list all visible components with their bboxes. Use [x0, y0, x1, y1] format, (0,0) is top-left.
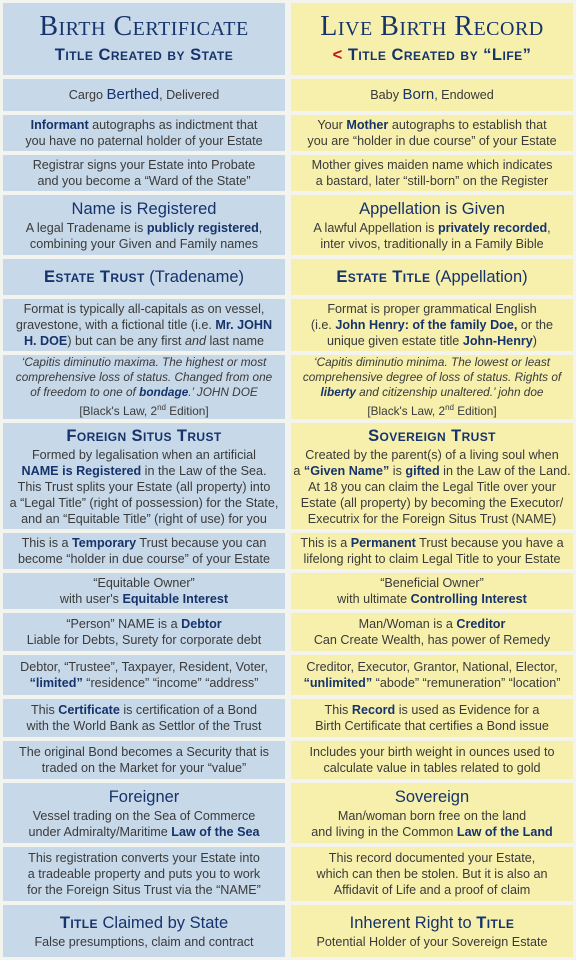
- right-title: Live Birth Record: [320, 11, 544, 42]
- row-1-left: Informant autographs as indictment that you have no paternal holder of your Estate: [3, 115, 285, 151]
- row-14-right: Sovereign Man/woman born free on the land and living in the Common Law of the Land: [291, 783, 573, 843]
- row-6-left: ‘Capitis diminutio maxima. The highest or most comprehensive loss of status. Changed from one of freedom to one of bondage.’ JOHN DOE [Black's Law, 2nd Edition]: [3, 355, 285, 419]
- row-16-left: Title Claimed by State False presumptions, claim and contract: [3, 905, 285, 957]
- row-12-left: This Certificate is certification of a Bond with the World Bank as Settlor of the Trust: [3, 699, 285, 737]
- row-7-left: Foreign Situs Trust Formed by legalisation when an artificial NAME is Registered in the Law of the Sea. This Trust splits your Estate (all property) into a “Legal Title” (right of possession) for the State, and an “Equitable Title” (right of use) for you: [3, 423, 285, 529]
- row-8-left: This is a Temporary Trust because you can become “holder in due course” of your Estate: [3, 533, 285, 569]
- row-3-right: Appellation is Given A lawful Appellation is privately recorded, inter vivos, traditionally in a Family Bible: [291, 195, 573, 255]
- row-0-right: Baby Born, Endowed: [291, 79, 573, 111]
- row-13-right: Includes your birth weight in ounces used to calculate value in tables related to gold: [291, 741, 573, 779]
- right-subtitle: Title Created by “Life”: [347, 46, 532, 64]
- row-1-right: Your Mother autographs to establish that you are “holder in due course” of your Estate: [291, 115, 573, 151]
- left-title: Birth Certificate: [39, 11, 249, 42]
- row-15-right: This record documented your Estate, which can then be stolen. But it is also an Affidavit of Life and a proof of claim: [291, 847, 573, 901]
- sovereign-trust-heading: Sovereign Trust: [368, 426, 496, 445]
- row-7-right: Sovereign Trust Created by the parent(s) of a living soul when a “Given Name” is gifted in the Law of the Land. At 18 you can claim the Legal Title over your Estate (all property) by becoming the Executor/ Executrix for the Foreign Situs Trust (NAME): [291, 423, 573, 529]
- row-16-right: Inherent Right to Title Potential Holder of your Sovereign Estate: [291, 905, 573, 957]
- title-heading-right: Title: [476, 913, 515, 932]
- arrow-marker: <: [332, 46, 343, 64]
- row-5-right: Format is proper grammatical English (i.e. John Henry: of the family Doe, or the unique given estate title John-Henry): [291, 299, 573, 351]
- sovereign-heading: Sovereign: [394, 787, 470, 806]
- row-3-left: Name is Registered A legal Tradename is publicly registered, combining your Given and Family names: [3, 195, 285, 255]
- estate-trust-heading: Estate Trust: [43, 267, 145, 286]
- row-0-left: Cargo Berthed, Delivered: [3, 79, 285, 111]
- header-right: [291, 3, 573, 75]
- row-14-left: Foreigner Vessel trading on the Sea of Commerce under Admiralty/Maritime Law of the Sea: [3, 783, 285, 843]
- title-heading-left: Title: [59, 913, 98, 932]
- row-9-right: “Beneficial Owner” with ultimate Controlling Interest: [291, 573, 573, 609]
- header-left: [3, 3, 285, 75]
- row-11-left: Debtor, “Trustee”, Taxpayer, Resident, Voter, “limited” “residence” “income” “address”: [3, 655, 285, 695]
- foreign-situs-trust-heading: Foreign Situs Trust: [66, 426, 222, 445]
- name-registered-heading: Name is Registered: [71, 199, 217, 218]
- estate-title-heading: Estate Title: [336, 267, 431, 286]
- row-6-right: ‘Capitis diminutio minima. The lowest or least comprehensive degree of loss of status. Rights of liberty and citizenship unaltered.’ john doe [Black's Law, 2nd Edition]: [291, 355, 573, 419]
- row-4-right: Estate Title (Appellation): [291, 259, 573, 295]
- row-10-right: Man/Woman is a Creditor Can Create Wealth, has power of Remedy: [291, 613, 573, 651]
- row-4-left: Estate Trust (Tradename): [3, 259, 285, 295]
- row-9-left: “Equitable Owner” with user's Equitable Interest: [3, 573, 285, 609]
- foreigner-heading: Foreigner: [108, 787, 180, 806]
- row-8-right: This is a Permanent Trust because you have a lifelong right to claim Legal Title to your Estate: [291, 533, 573, 569]
- row-12-right: This Record is used as Evidence for a Birth Certificate that certifies a Bond issue: [291, 699, 573, 737]
- row-2-right: Mother gives maiden name which indicates a bastard, later “still-born” on the Register: [291, 155, 573, 191]
- row-11-right: Creditor, Executor, Grantor, National, Elector, “unlimited” “abode” “remuneration” “location”: [291, 655, 573, 695]
- row-13-left: The original Bond becomes a Security that is traded on the Market for your “value”: [3, 741, 285, 779]
- appellation-given-heading: Appellation is Given: [359, 199, 505, 218]
- row-15-left: This registration converts your Estate into a tradeable property and puts you to work for the Foreign Situs Trust via the “NAME”: [3, 847, 285, 901]
- row-2-left: Registrar signs your Estate into Probate and you become a “Ward of the State”: [3, 155, 285, 191]
- row-5-left: Format is typically all-capitals as on vessel, gravestone, with a fictional title (i.e. Mr. JOHN H. DOE) but can be any first and last name: [3, 299, 285, 351]
- row-10-left: “Person” NAME is a Debtor Liable for Debts, Surety for corporate debt: [3, 613, 285, 651]
- left-subtitle: Title Created by State: [54, 46, 234, 64]
